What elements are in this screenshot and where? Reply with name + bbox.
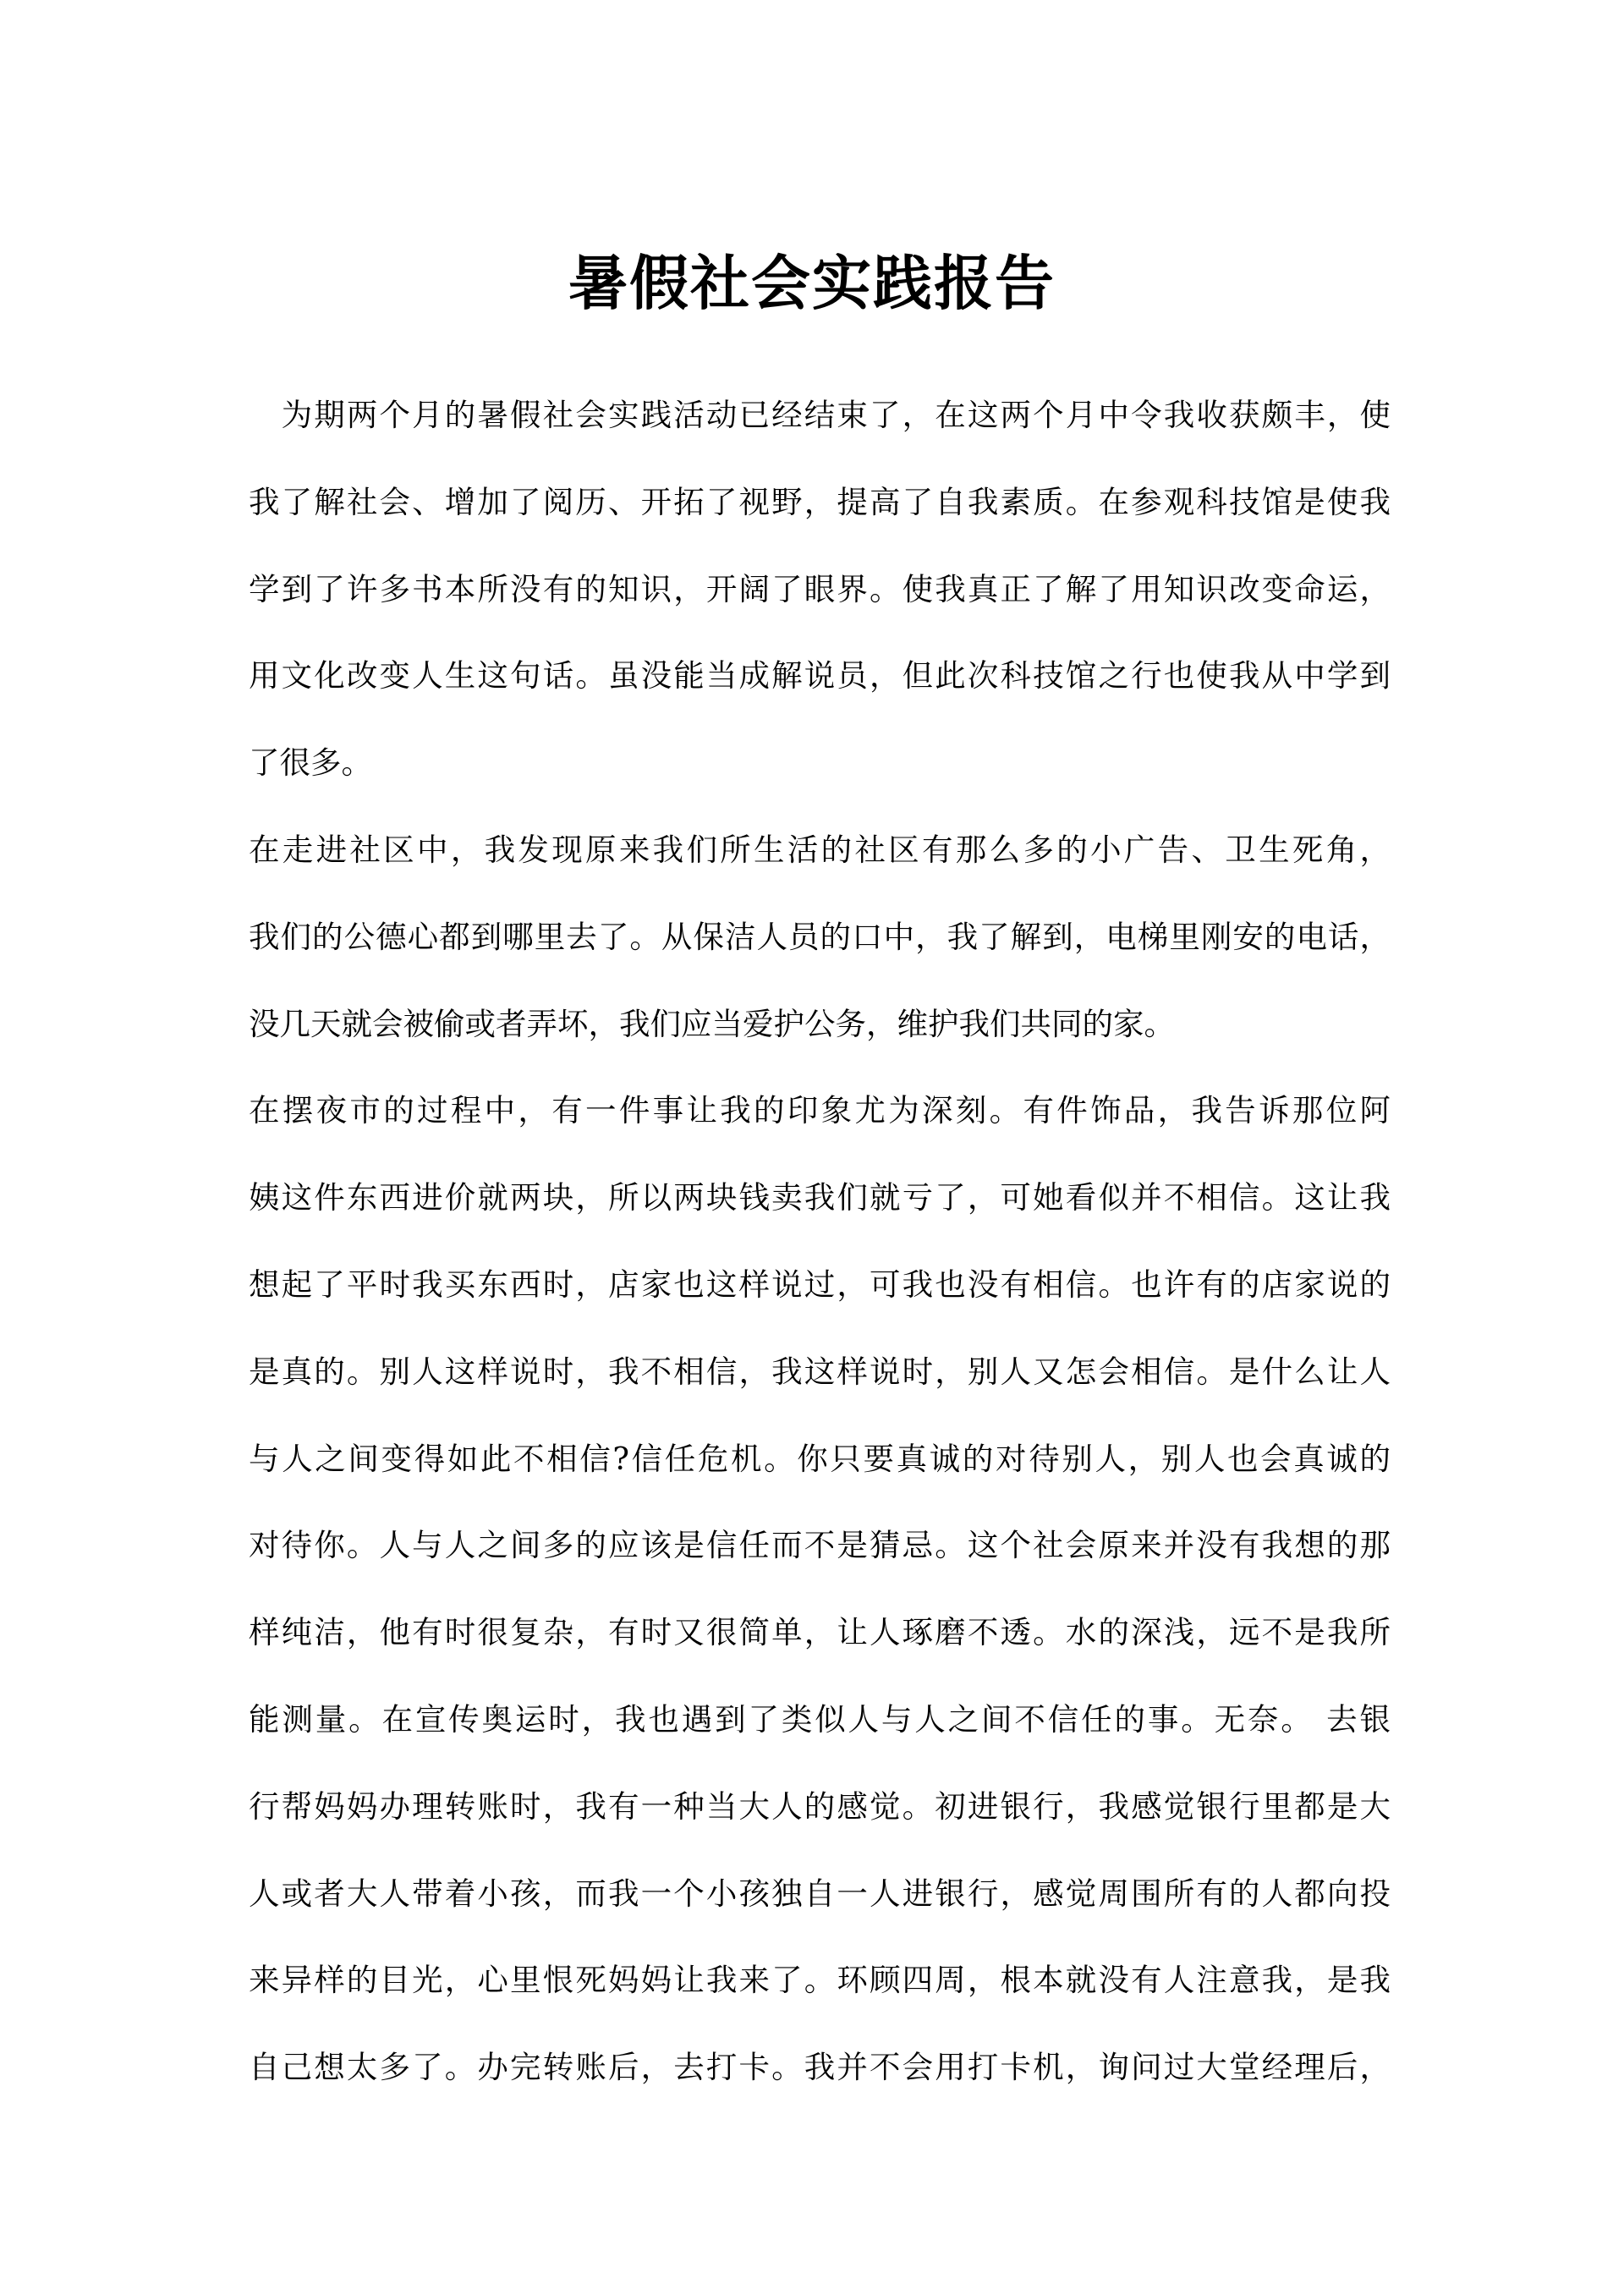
body-line: 能测量。在宣传奥运时，我也遇到了类似人与人之间不信任的事。无奈。 去银	[249, 1700, 1391, 1738]
body-line: 姨这件东西进价就两块，所以两块钱卖我们就亏了，可她看似并不相信。这让我	[249, 1179, 1391, 1216]
body-line: 行帮妈妈办理转账时，我有一种当大人的感觉。初进银行，我感觉银行里都是大	[249, 1787, 1391, 1825]
body-line: 我们的公德心都到哪里去了。从保洁人员的口中，我了解到，电梯里刚安的电话，	[249, 918, 1391, 955]
body-line: 在摆夜市的过程中，有一件事让我的印象尤为深刻。有件饰品，我告诉那位阿	[249, 1092, 1391, 1129]
body-line: 人或者大人带着小孩，而我一个小孩独自一人进银行，感觉周围所有的人都向投	[249, 1875, 1391, 1912]
document-body	[249, 383, 1391, 2122]
body-line: 为期两个月的暑假社会实践活动已经结束了，在这两个月中令我收获颇丰，使	[249, 397, 1391, 433]
body-line: 学到了许多书本所没有的知识，开阔了眼界。使我真正了解了用知识改变命运，	[249, 570, 1391, 607]
body-line: 样纯洁，他有时很复杂，有时又很简单，让人琢磨不透。水的深浅，远不是我所	[249, 1614, 1391, 1651]
body-line: 是真的。别人这样说时，我不相信，我这样说时，别人又怎会相信。是什么让人	[249, 1353, 1391, 1390]
body-line: 与人之间变得如此不相信?信任危机。你只要真诚的对待别人，别人也会真诚的	[249, 1440, 1391, 1477]
body-line: 自己想太多了。办完转账后，去打卡。我并不会用打卡机，询问过大堂经理后，	[249, 2049, 1391, 2086]
body-line: 想起了平时我买东西时，店家也这样说过，可我也没有相信。也许有的店家说的	[249, 1266, 1391, 1303]
body-line: 没几天就会被偷或者弄坏，我们应当爱护公务，维护我们共同的家。	[249, 1005, 1175, 1042]
body-line: 在走进社区中，我发现原来我们所生活的社区有那么多的小广告、卫生死角，	[249, 831, 1391, 868]
body-line: 我了解社会、增加了阅历、开拓了视野，提高了自我素质。在参观科技馆是使我	[249, 483, 1391, 520]
body-line: 来异样的目光，心里恨死妈妈让我来了。环顾四周，根本就没有人注意我，是我	[249, 1962, 1391, 1999]
body-line: 用文化改变人生这句话。虽没能当成解说员，但此次科技馆之行也使我从中学到	[249, 657, 1391, 695]
body-line: 了很多。	[249, 744, 372, 782]
body-line: 对待你。人与人之间多的应该是信任而不是猜忌。这个社会原来并没有我想的那	[249, 1527, 1391, 1564]
document-title: 暑假社会实践报告	[568, 247, 1056, 318]
